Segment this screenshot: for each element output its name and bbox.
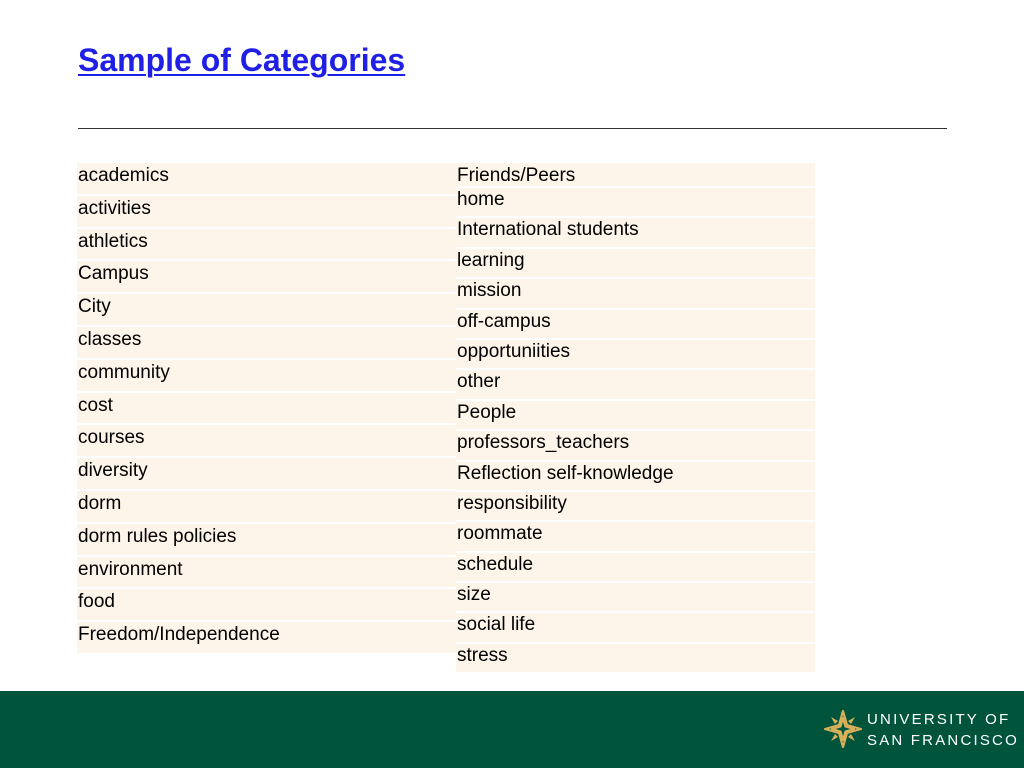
list-item: roommate [456, 522, 815, 552]
list-item: dorm rules policies [77, 524, 456, 557]
page-title: Sample of Categories [78, 42, 406, 78]
list-item: Reflection self-knowledge [456, 462, 815, 492]
list-item: dorm [77, 491, 456, 524]
categories-right-column [456, 163, 815, 674]
list-item: mission [456, 279, 815, 309]
title-divider [78, 128, 947, 129]
list-item: off-campus [456, 310, 815, 340]
list-item: social life [456, 613, 815, 643]
list-item: environment [77, 557, 456, 590]
list-item: cost [77, 393, 456, 426]
list-item: Friends/Peers [456, 163, 815, 188]
list-item: diversity [77, 458, 456, 491]
list-item: courses [77, 425, 456, 458]
list-item: opportuniities [456, 340, 815, 370]
list-item: stress [456, 644, 815, 674]
usf-logo-icon [823, 709, 863, 749]
list-item: People [456, 401, 815, 431]
list-item: professors_teachers [456, 431, 815, 461]
list-item: Campus [77, 261, 456, 294]
university-logo-text [867, 709, 1019, 751]
list-item: responsibility [456, 492, 815, 522]
list-item: size [456, 583, 815, 613]
list-item: athletics [77, 229, 456, 262]
list-item: Freedom/Independence [77, 622, 456, 655]
list-item: activities [77, 196, 456, 229]
list-item: classes [77, 327, 456, 360]
list-item: City [77, 294, 456, 327]
list-item: learning [456, 249, 815, 279]
list-item: food [77, 589, 456, 622]
list-item: other [456, 370, 815, 400]
logo-line-2: SAN FRANCISCO [867, 732, 1019, 749]
categories-left-column [77, 163, 456, 655]
list-item: schedule [456, 553, 815, 583]
list-item: International students [456, 218, 815, 248]
list-item: home [456, 188, 815, 218]
list-item: community [77, 360, 456, 393]
list-item: academics [77, 163, 456, 196]
logo-line-1: UNIVERSITY OF [867, 711, 1011, 728]
